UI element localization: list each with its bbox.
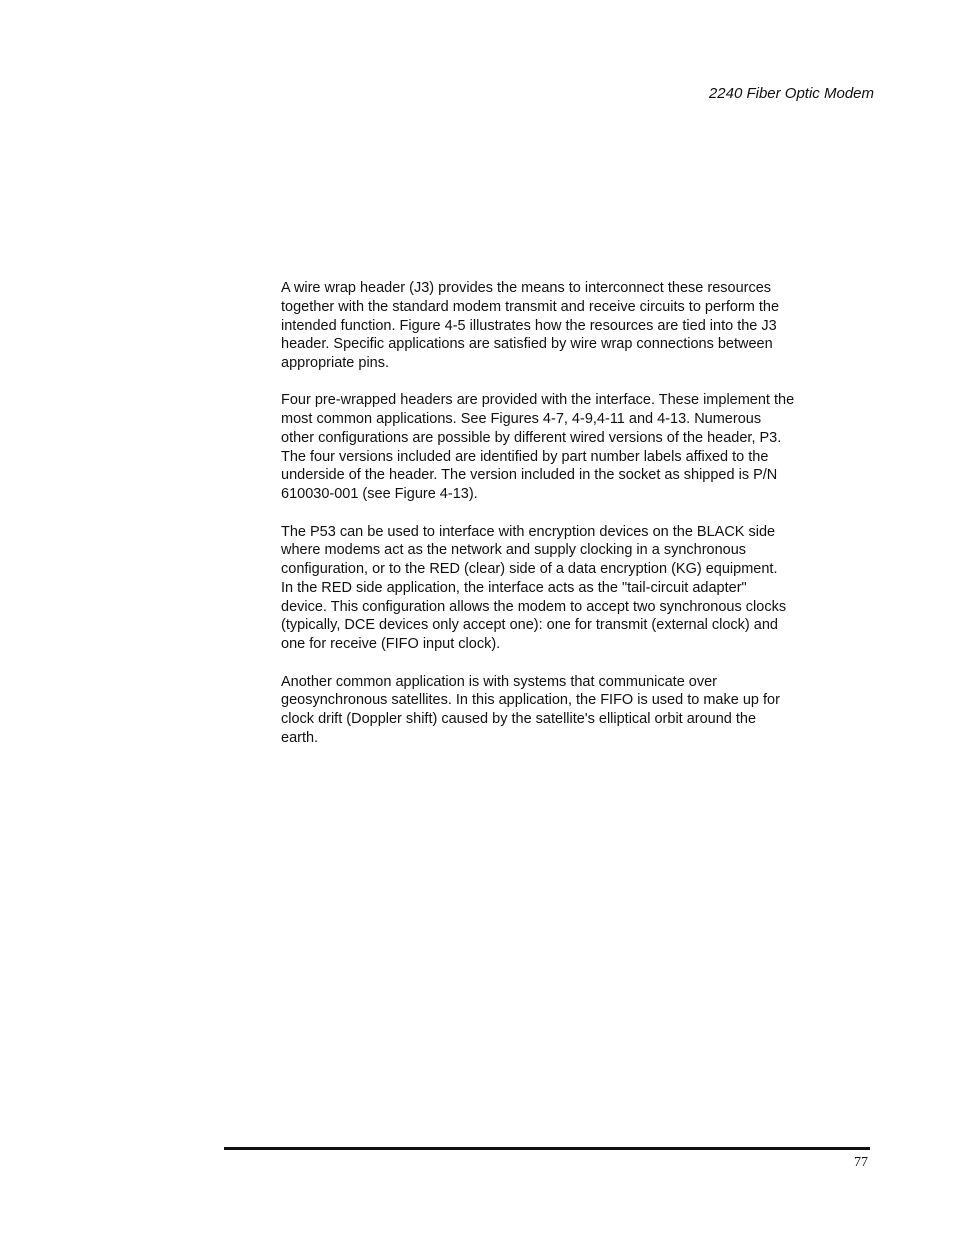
text-line: together with the standard modem transmit and receive circuits to perform the	[281, 298, 780, 315]
text-line: clock drift (Doppler shift) caused by the satellite's elliptical orbit around the	[281, 711, 757, 728]
text-line: In the RED side application, the interface acts as the "tail-circuit adapter"	[281, 579, 747, 596]
text-line: (typically, DCE devices only accept one): one for transmit (external clock) and	[281, 617, 778, 634]
text-line: earth.	[281, 729, 319, 746]
text-line: geosynchronous satellites. In this application, the FIFO is used to make up for	[281, 692, 780, 709]
text-line: device. This configuration allows the modem to accept two synchronous clocks	[281, 598, 787, 615]
running-header-title: 2240 Fiber Optic Modem	[708, 85, 874, 102]
text-line: The P53 can be used to interface with encryption devices on the BLACK side	[281, 523, 776, 540]
text-line: The four versions included are identified by part number labels affixed to the	[281, 448, 769, 465]
page-number: 77	[854, 1155, 868, 1170]
paragraph-encryption-devices	[281, 523, 826, 654]
text-line: intended function. Figure 4-5 illustrates how the resources are tied into the J3	[281, 317, 777, 334]
text-line: 610030-001 (see Figure 4-13).	[281, 486, 478, 503]
paragraph-pre-wrapped-headers	[281, 391, 826, 504]
footer-divider	[224, 1147, 870, 1150]
text-line: other configurations are possible by different wired versions of the header, P3.	[281, 429, 782, 446]
text-line: appropriate pins.	[281, 355, 390, 371]
text-line: A wire wrap header (J3) provides the means to interconnect these resources	[281, 280, 772, 296]
paragraph-wire-wrap-header	[281, 279, 826, 373]
text-line: Four pre-wrapped headers are provided with the interface. These implement the	[281, 392, 795, 409]
text-line: one for receive (FIFO input clock).	[281, 636, 501, 653]
text-line: most common applications. See Figures 4-7, 4-9,4-11 and 4-13. Numerous	[281, 411, 762, 428]
body-text	[281, 279, 826, 766]
paragraph-satellite-application	[281, 673, 826, 748]
text-line: header. Specific applications are satisfied by wire wrap connections between	[281, 336, 773, 353]
text-line: where modems act as the network and supply clocking in a synchronous	[281, 542, 747, 559]
text-line: underside of the header. The version included in the socket as shipped is P/N	[281, 467, 778, 484]
text-line: Another common application is with systems that communicate over	[281, 673, 717, 690]
text-line: configuration, or to the RED (clear) side of a data encryption (KG) equipment.	[281, 561, 778, 578]
